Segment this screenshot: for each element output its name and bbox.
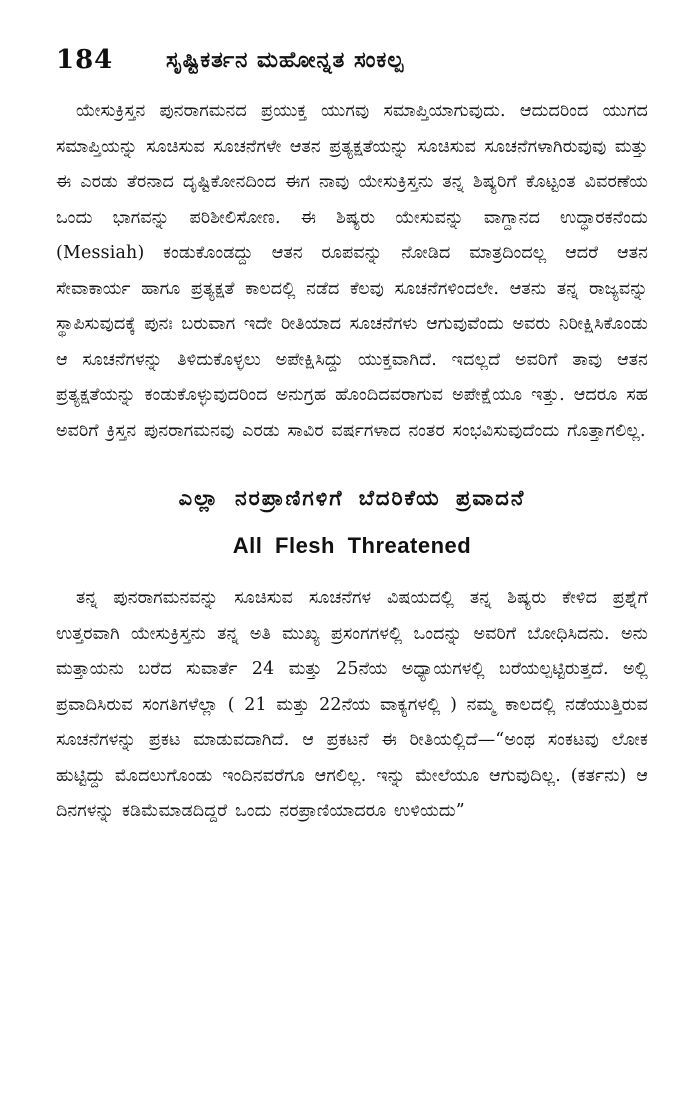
running-title: ಸೃಷ್ಟಿಕರ್ತನ ಮಹೋನ್ನತ ಸಂಕಲ್ಪ (166, 47, 405, 73)
body-paragraph-2: ತನ್ನ ಪುನರಾಗಮನವನ್ನು ಸೂಚಿಸುವ ಸೂಚನೆಗಳ ವಿಷಯದಲ್ಲಿ ತನ್ನ ಶಿಷ್ಯರು ಕೇಳಿದ ಪ್ರಶ್ನೆಗೆ ಉತ್ತರವಾಗಿ ಯೇಸುಕ್ರಿಸ್ತನು ತನ್ನ ಅತಿ ಮುಖ್ಯ ಪ್ರಸಂಗಗಳಲ್ಲಿ ಒಂದನ್ನು ಅವರಿಗೆ ಬೋಧಿಸಿದನು. ಅನು ಮತ್ತಾಯನು ಬರೆದ ಸುವಾರ್ತೆ 24 ಮತ್ತು 25ನೆಯ ಅಧ್ಯಾಯಗಳಲ್ಲಿ ಬರೆಯಲ್ಪಟ್ಟಿರುತ್ತದೆ. ಅಲ್ಲಿ ಪ್ರವಾದಿಸಿರುವ ಸಂಗತಿಗಳೆಲ್ಲಾ ( 21 ಮತ್ತು 22ನೆಯ ವಾಕ್ಯಗಳಲ್ಲಿ ) ನಮ್ಮ ಕಾಲದಲ್ಲಿ ನಡೆಯುತ್ತಿರುವ ಸೂಚನೆಗಳನ್ನು ಪ್ರಕಟ ಮಾಡುವದಾಗಿದೆ. ಆ ಪ್ರಕಟನೆ ಈ ರೀತಿಯಲ್ಲಿದೆ—“ಅಂಥ ಸಂಕಟವು ಲೋಕ ಹುಟ್ಟಿದ್ದು ಮೊದಲುಗೊಂಡು ಇಂದಿನವರೆಗೂ ಆಗಲಿಲ್ಲ. ಇನ್ನು ಮೇಲೆಯೂ ಆಗುವುದಿಲ್ಲ. (ಕರ್ತನು) ಆ ದಿನಗಳನ್ನು ಕಡಿಮೆಮಾಡದಿದ್ದರೆ ಒಂದು ನರಪ್ರಾಣಿಯಾದರೂ ಉಳಿಯದು” (56, 588, 648, 821)
running-head (56, 36, 648, 84)
page-number: 184 (56, 45, 114, 75)
section-heading-english: All Flesh Threatened (232, 533, 472, 558)
body-paragraph-1: ಯೇಸುಕ್ರಿಸ್ತನ ಪುನರಾಗಮನದ ಪ್ರಯುಕ್ತ ಯುಗವು ಸಮಾಪ್ತಿಯಾಗುವುದು. ಆದುದರಿಂದ ಯುಗದ ಸಮಾಪ್ತಿಯನ್ನು ಸೂಚಿಸುವ ಸೂಚನೆಗಳೇ ಆತನ ಪ್ರತ್ಯಕ್ಷತೆಯನ್ನು ಸೂಚಿಸುವ ಸೂಚನೆಗಳಾಗಿರುವುವು ಮತ್ತು ಈ ಎರಡು ತೆರನಾದ ದೃಷ್ಟಿಕೋನದಿಂದ ಈಗ ನಾವು ಯೇಸುಕ್ರಿಸ್ತನು ತನ್ನ ಶಿಷ್ಯರಿಗೆ ಕೊಟ್ಟಂತ ವಿವರಣೆಯ ಒಂದು ಭಾಗವನ್ನು ಪರಿಶೀಲಿಸೋಣ. ಈ ಶಿಷ್ಯರು ಯೇಸುವನ್ನು ವಾಗ್ದಾನದ ಉದ್ಧಾರಕನೆಂದು (Messiah) ಕಂಡುಕೊಂಡದ್ದು ಆತನ ರೂಪವನ್ನು ನೋಡಿದ ಮಾತ್ರದಿಂದಲ್ಲ ಆದರೆ ಆತನ ಸೇವಾಕಾರ್ಯ ಹಾಗೂ ಪ್ರತ್ಯಕ್ಷತೆ ಕಾಲದಲ್ಲಿ ನಡೆದ ಕೆಲವು ಸೂಚನೆಗಳಿಂದಲೇ. ಆತನು ತನ್ನ ರಾಜ್ಯವನ್ನು ಸ್ಥಾಪಿಸುವುದಕ್ಕೆ ಪುನಃ ಬರುವಾಗ ಇದೇ ರೀತಿಯಾದ ಸೂಚನೆಗಳು ಆಗುವುವೆಂದು ಅವರು ನಿರೀಕ್ಷಿಸಿಕೊಂಡು ಆ ಸೂಚನೆಗಳನ್ನು ತಿಳಿದುಕೊಳ್ಳಲು ಅಪೇಕ್ಷಿಸಿದ್ದು ಯುಕ್ತವಾಗಿದೆ. ಇದಲ್ಲದೆ ಅವರಿಗೆ ತಾವು ಆತನ ಪ್ರತ್ಯಕ್ಷತೆಯನ್ನು ಕಂಡುಕೊಳ್ಳುವುದರಿಂದ ಅನುಗ್ರಹ ಹೊಂದಿದವರಾಗುವ ಅಪೇಕ್ಷೆಯೂ ಇತ್ತು. ಆದರೂ ಸಹ ಅವರಿಗೆ ಕ್ರಿಸ್ತನ ಪುನರಾಗಮನವು ಎರಡು ಸಾವಿರ ವರ್ಷಗಳಾದ ನಂತರ ಸಂಭವಿಸುವುದೆಂದು ಗೊತ್ತಾಗಲಿಲ್ಲ. (56, 101, 649, 441)
section-heading-kannada: ಎಲ್ಲಾ ನರಪ್ರಾಣಿಗಳಿಗೆ ಬೆದರಿಕೆಯ ಪ್ರವಾದನೆ (178, 485, 526, 510)
